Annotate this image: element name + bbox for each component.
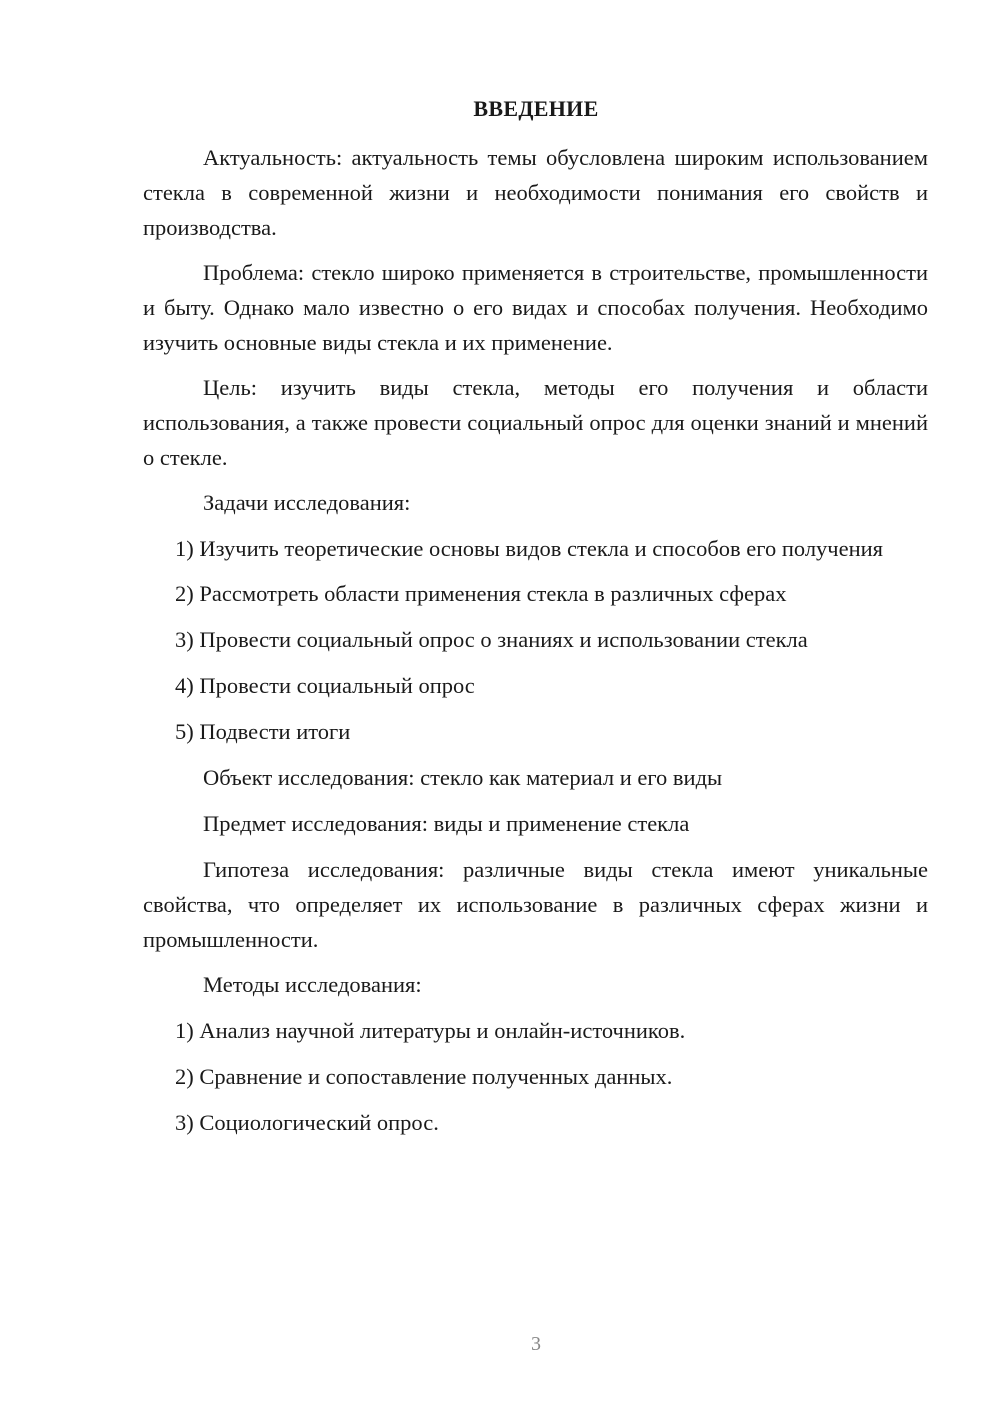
paragraph-subject: Предмет исследования: виды и применение стекла xyxy=(203,811,690,836)
paragraph-problem: Проблема: стекло широко применяется в строительстве, промышленности и быту. Однако мало известно о его видах и способах получения. Необходимо изучить основные виды стекла и их применение. xyxy=(143,260,928,355)
paragraph-goal: Цель: изучить виды стекла, методы его получения и области использования, а также провести социальный опрос для оценки знаний и мнений о стекле. xyxy=(143,375,928,470)
paragraph-methods-heading: Методы исследования: xyxy=(203,972,422,997)
paragraph-hypothesis: Гипотеза исследования: различные виды стекла имеют уникальные свойства, что определяет их использование в различных сферах жизни и промышленности. xyxy=(143,857,928,952)
task-item-2: 2) Рассмотреть области применения стекла в различных сферах xyxy=(175,581,787,606)
body-text xyxy=(143,140,928,1151)
paragraph-relevance: Актуальность: актуальность темы обусловлена широким использованием стекла в современной жизни и необходимости понимания его свойств и производства. xyxy=(143,145,928,240)
method-item-1: 1) Анализ научной литературы и онлайн-источников. xyxy=(175,1018,686,1043)
page-title: ВВЕДЕНИЕ xyxy=(473,96,599,121)
paragraph-object: Объект исследования: стекло как материал и его виды xyxy=(203,765,723,790)
paragraph-tasks-heading: Задачи исследования: xyxy=(203,490,411,515)
task-item-3: 3) Провести социальный опрос о знаниях и использовании стекла xyxy=(175,627,808,652)
task-item-4: 4) Провести социальный опрос xyxy=(175,673,475,698)
page-number: 3 xyxy=(531,1333,541,1355)
method-item-2: 2) Сравнение и сопоставление полученных данных. xyxy=(175,1064,673,1089)
method-item-3: 3) Социологический опрос. xyxy=(175,1110,439,1135)
task-item-1: 1) Изучить теоретические основы видов стекла и способов его получения xyxy=(175,536,884,561)
task-item-5: 5) Подвести итоги xyxy=(175,719,351,744)
